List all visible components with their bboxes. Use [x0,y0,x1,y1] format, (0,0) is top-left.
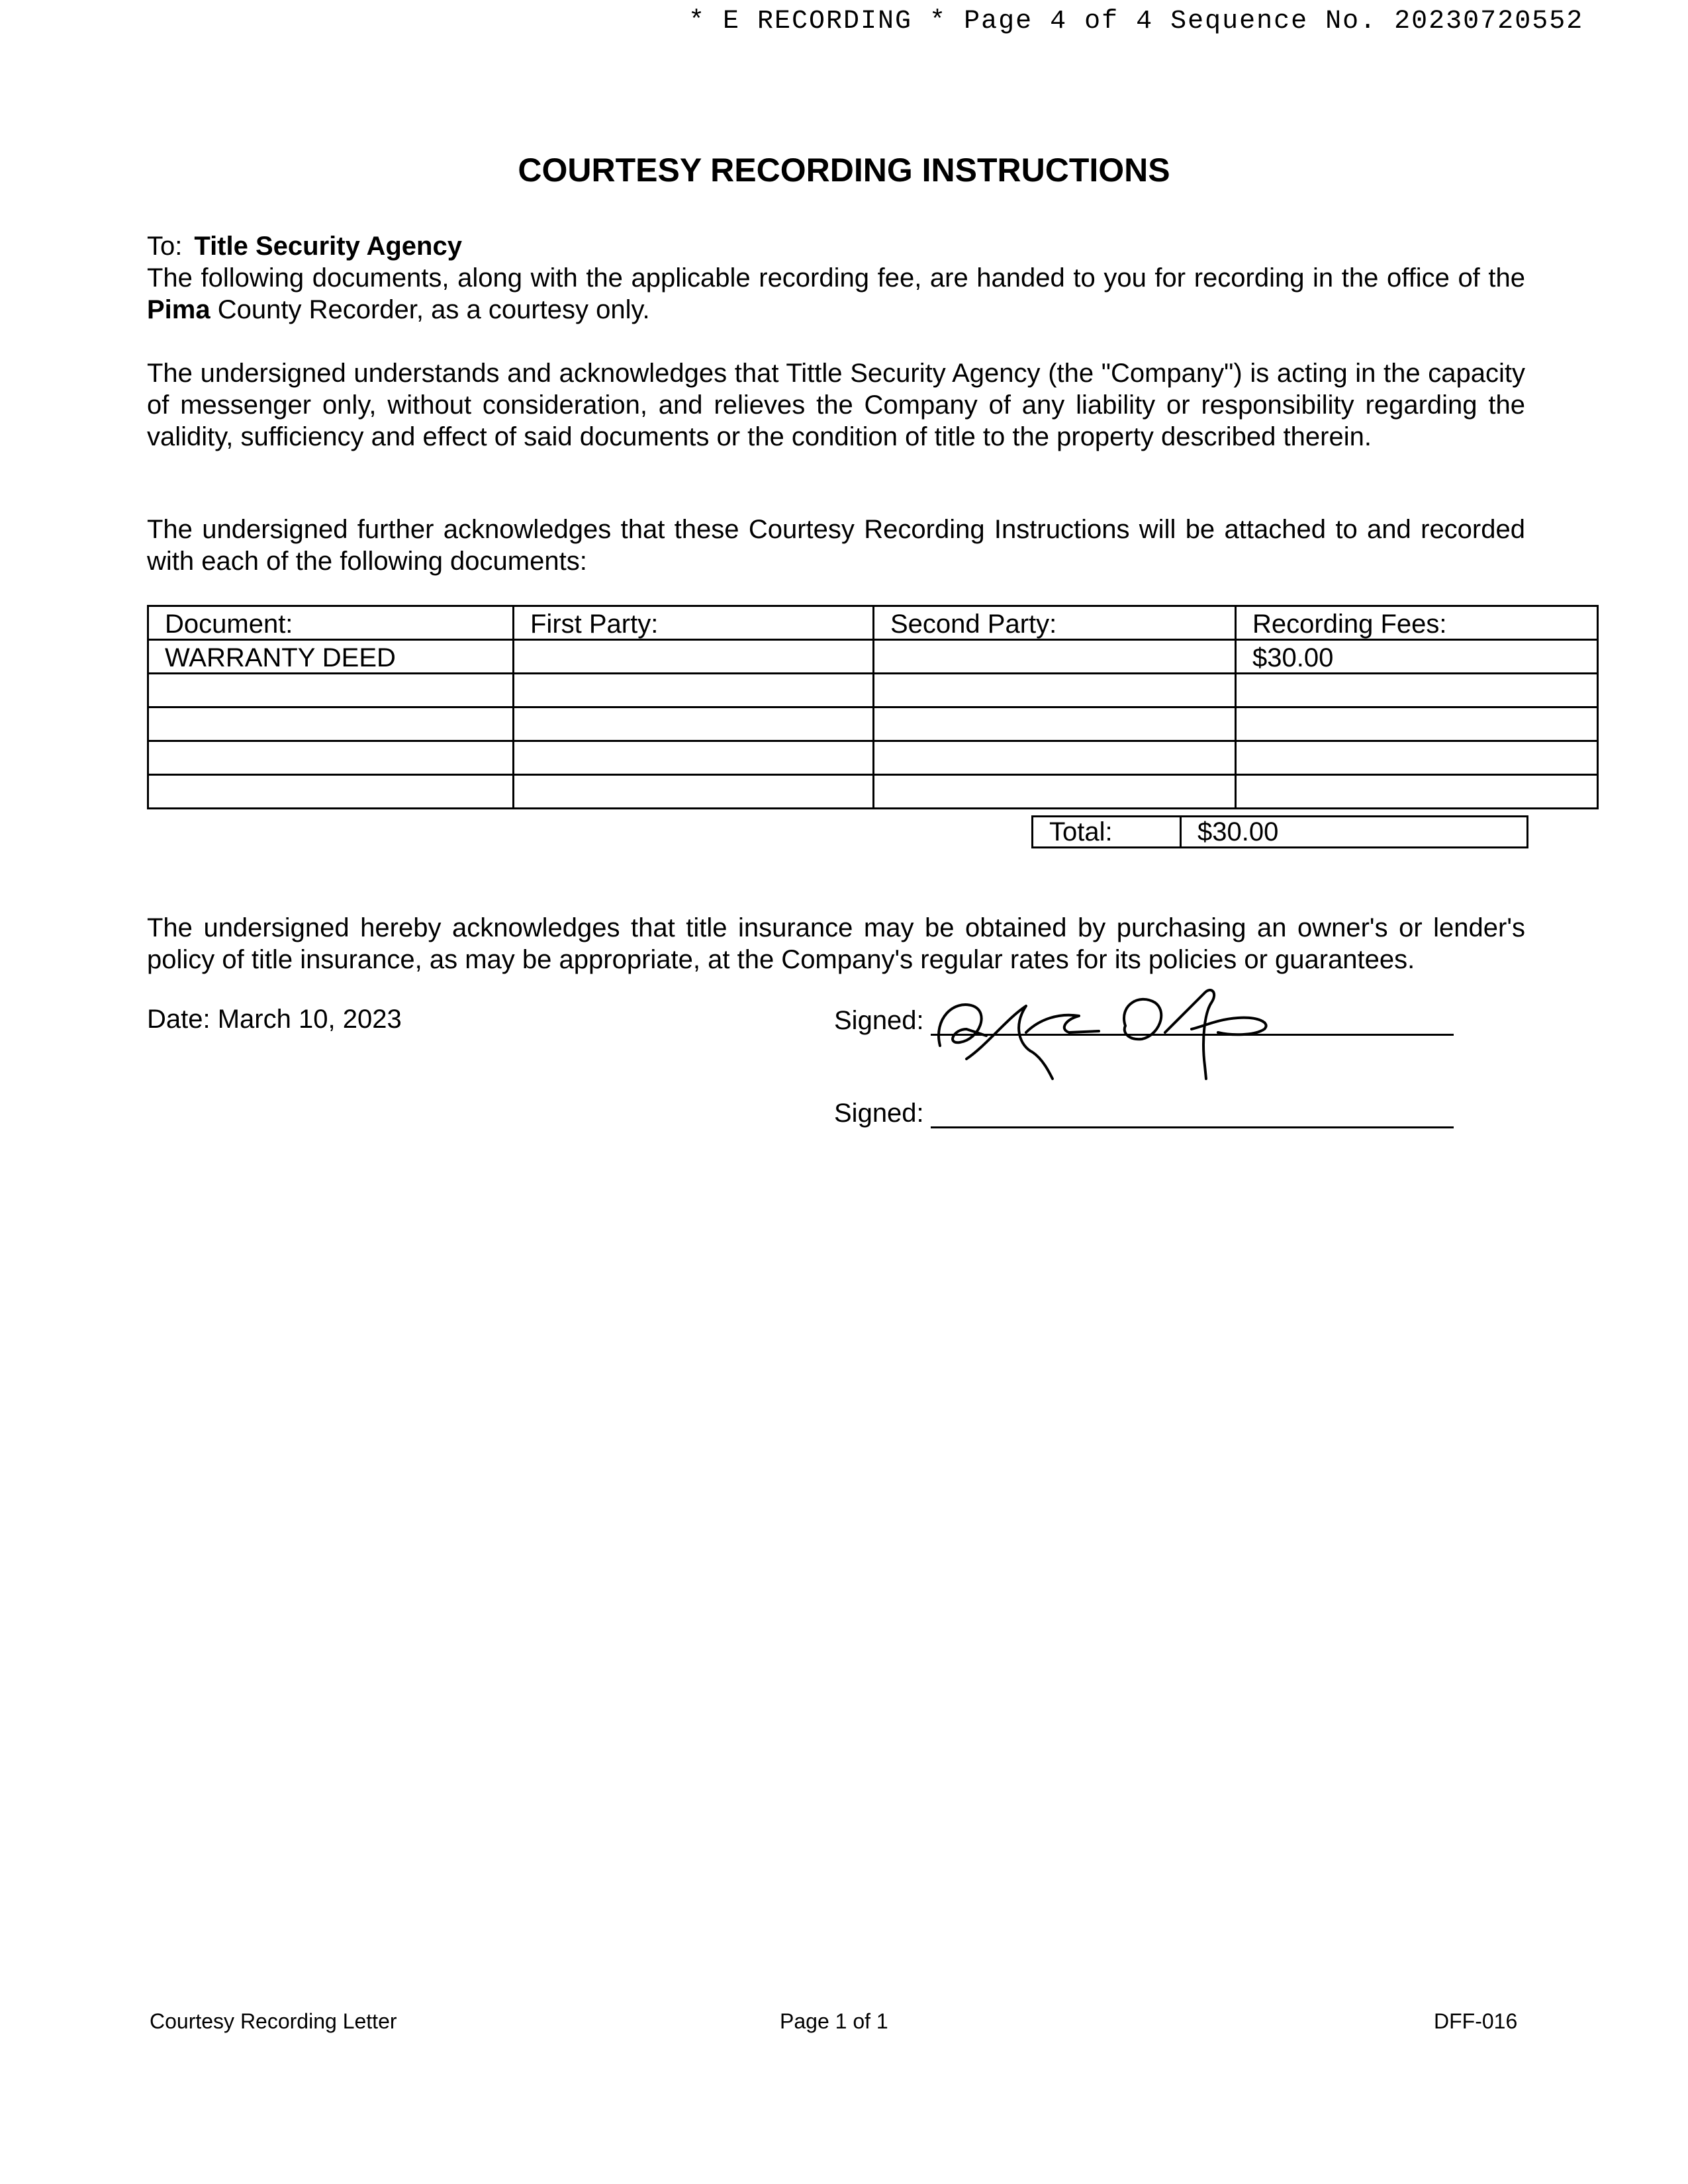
signed-label-1: Signed: [834,1006,924,1035]
table-row [148,640,1598,674]
header-first-party: First Party: [514,606,874,640]
addressee-line [147,230,1525,262]
header-second-party: Second Party: [874,606,1236,640]
table-row [148,775,1598,809]
total-label: Total: [1033,817,1181,848]
cell-first-party [514,775,874,809]
footer-page-number: Page 1 of 1 [780,2009,888,2033]
documents-fees-table [147,605,1599,809]
cell-second-party [874,741,1236,775]
table-row [148,674,1598,707]
cell-document [148,707,514,741]
cell-first-party [514,741,874,775]
messenger-paragraph: The undersigned understands and acknowledges that Tittle Security Agency (the "Company") is acting in the capacity of messenger only, without consideration, and relieves the Company of any liability or responsibility regarding the validity, sufficiency and effect of said documents or the condition of title to the property described therein. [147,359,1525,451]
addressee-name: Title Security Agency [194,232,462,261]
attachment-paragraph: The undersigned further acknowledges that these Courtesy Recording Instructions will be attached to and recorded with each of the following documents: [147,515,1525,576]
cell-recording-fee [1236,707,1598,741]
cell-first-party [514,707,874,741]
cell-recording-fee: $30.00 [1236,640,1598,674]
handwritten-signature [927,966,1297,1085]
cell-first-party [514,640,874,674]
county-name: Pima [147,295,211,324]
date-value: March 10, 2023 [217,1005,402,1034]
cell-document [148,674,514,707]
addressee-label: To: [147,232,183,261]
intro-paragraph [147,262,1525,326]
header-recording-fees: Recording Fees: [1236,606,1598,640]
cell-recording-fee [1236,775,1598,809]
cell-recording-fee [1236,674,1598,707]
signature-line-2 [834,1097,1454,1128]
cell-recording-fee [1236,741,1598,775]
cell-second-party [874,640,1236,674]
date-line [147,1005,402,1034]
cell-first-party [514,674,874,707]
cell-second-party [874,707,1236,741]
recording-header: * E RECORDING * Page 4 of 4 Sequence No. 20230720552 [688,7,1584,36]
cell-document: WARRANTY DEED [148,640,514,674]
total-value: $30.00 [1181,817,1528,848]
intro-text-part1: The following documents, along with the applicable recording fee, are handed to you for recording in the office of the [147,263,1525,293]
document-title: COURTESY RECORDING INSTRUCTIONS [518,152,1170,189]
total-row [1031,815,1528,848]
table-header-row [148,606,1598,640]
table-row [148,741,1598,775]
cell-second-party [874,674,1236,707]
signed-label-2: Signed: [834,1099,924,1128]
intro-text-part2: County Recorder, as a courtesy only. [210,295,650,324]
cell-document [148,775,514,809]
table-row [148,707,1598,741]
date-label: Date: [147,1005,211,1034]
insurance-paragraph: The undersigned hereby acknowledges that title insurance may be obtained by purchasing an owner's or lender's policy of title insurance, as may be appropriate, at the Company's regular rates for its policies or guarantees. [147,913,1525,974]
footer-form-name: Courtesy Recording Letter [150,2009,397,2033]
footer-form-code: DFF-016 [1434,2009,1518,2033]
cell-document [148,741,514,775]
cell-second-party [874,775,1236,809]
header-document: Document: [148,606,514,640]
signature-blank-2 [931,1097,1454,1128]
